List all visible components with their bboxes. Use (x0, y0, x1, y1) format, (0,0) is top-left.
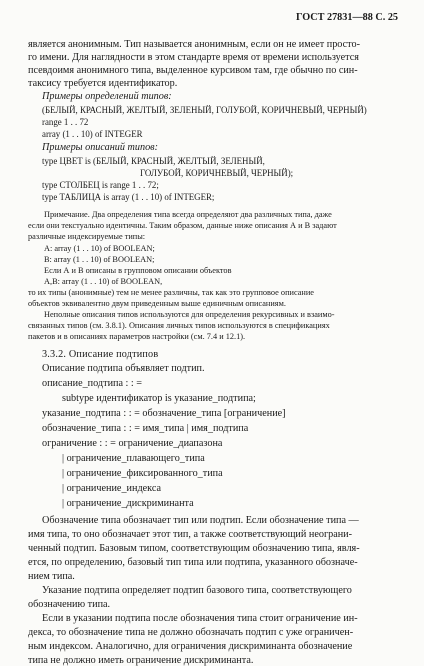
code-line: (БЕЛЫЙ, КРАСНЫЙ, ЖЕЛТЫЙ, ЗЕЛЕНЫЙ, ГОЛУБОЙ, КОРИЧНЕВЫЙ, ЧЕРНЫЙ) (42, 105, 367, 115)
text-line: ным индексом. Аналогично, для ограничения дискриминанта обозначение (28, 641, 353, 652)
section-heading: 3.3.2. Описание подтипов (42, 349, 159, 360)
code-line: type ТАБЛИЦА is array (1 . . 10) of INTEGER; (42, 192, 215, 202)
syntax-line: ограничение : : = ограничение_диапазона (42, 438, 223, 449)
syntax-line: указание_подтипа : : = обозначение_типа [ограничение] (42, 408, 286, 419)
note-line: то их типы (анонимные) тем не менее различны, так как это групповое описание (28, 288, 314, 297)
page-header: ГОСТ 27831—88 С. 25 (296, 12, 399, 23)
text-line: Если в указании подтипа после обозначения типа стоит ограничение ин- (42, 613, 358, 624)
text-line: псевдоимя анонимного типа, выделенное курсивом там, где обычно по син- (28, 65, 358, 76)
syntax-line: | ограничение_индекса (62, 483, 162, 494)
text-line: Указание подтипа определяет подтип базового типа, соответствующего (42, 585, 352, 596)
syntax-line: описание_подтипа : : = (42, 378, 143, 389)
code-line: array (1 . . 10) of INTEGER (42, 129, 143, 139)
note-line: если они текстуально идентичны. Таким образом, данные ниже описания А и В задают (28, 221, 337, 230)
note-line: Примечание. Два определения типа всегда определяют два различных типа, даже (44, 210, 332, 219)
example-heading: Примеры описаний типов: (42, 142, 158, 153)
syntax-line: | ограничение_плавающего_типа (62, 453, 205, 464)
note-line: связанных типов (см. 3.8.1). Описания личных типов используются в спецификациях (28, 321, 330, 330)
code-line: range 1 . . 72 (42, 117, 89, 127)
text-line: Обозначение типа обозначает тип или подтип. Если обозначение типа — (42, 515, 359, 526)
note-line: различные индексируемые типы: (28, 232, 146, 241)
text-line: декса, то обозначение типа не должно обозначать подтип с уже ограничен- (28, 627, 354, 638)
code-line: ГОЛУБОЙ, КОРИЧНЕВЫЙ, ЧЕРНЫЙ); (140, 168, 294, 178)
note-line: A: array (1 . . 10) of BOOLEAN; (44, 244, 155, 253)
text-line: Описание подтипа объявляет подтип. (42, 363, 205, 374)
text-line: нием типа. (28, 571, 75, 582)
text-line: ченный подтип. Базовым типом, соответствующим обозначению типа, явля- (28, 543, 360, 554)
text-line: типа не должно иметь ограничение дискриминанта. (28, 655, 254, 666)
note-line: пакетов и в описаниях параметров настройки (см. 7.4 и 12.1). (28, 332, 246, 341)
text-line: обозначению типа. (28, 599, 111, 610)
text-line: является анонимным. Тип называется анонимным, если он не имеет просто- (28, 39, 360, 50)
text-line: ется, по определению, базовый тип типа или подтипа, указанного обозначе- (28, 557, 358, 568)
syntax-line: subtype идентификатор is указание_подтипа; (62, 393, 256, 404)
code-line: type СТОЛБЕЦ is range 1 . . 72; (42, 180, 159, 190)
syntax-line: обозначение_типа : : = имя_типа | имя_подтипа (42, 423, 249, 434)
syntax-line: | ограничение_фиксированного_типа (62, 468, 223, 479)
note-line: B: array (1 . . 10) of BOOLEAN; (44, 255, 155, 264)
note-line: Неполные описания типов используются для определения рекурсивных и взаимо- (44, 310, 335, 319)
text-line: имя типа, то оно обозначает этот тип, а также соответствующий неограни- (28, 529, 353, 540)
note-line: объектов эквивалентно двум приведенным выше единичным описаниям. (28, 299, 286, 308)
note-line: A,B: array (1 . . 10) of BOOLEAN, (44, 277, 163, 286)
note-line: Если А и В описаны в групповом описании объектов (44, 266, 232, 275)
example-heading: Примеры определений типов: (42, 91, 172, 102)
text-line: го имени. Для наглядности в этом стандарте время от времени используется (28, 52, 359, 63)
code-line: type ЦВЕТ is (БЕЛЫЙ, КРАСНЫЙ, ЖЕЛТЫЙ, ЗЕЛЕНЫЙ, (42, 156, 265, 166)
text-line: таксису требуется идентификатор. (28, 78, 178, 89)
syntax-line: | ограничение_дискриминанта (62, 498, 194, 509)
